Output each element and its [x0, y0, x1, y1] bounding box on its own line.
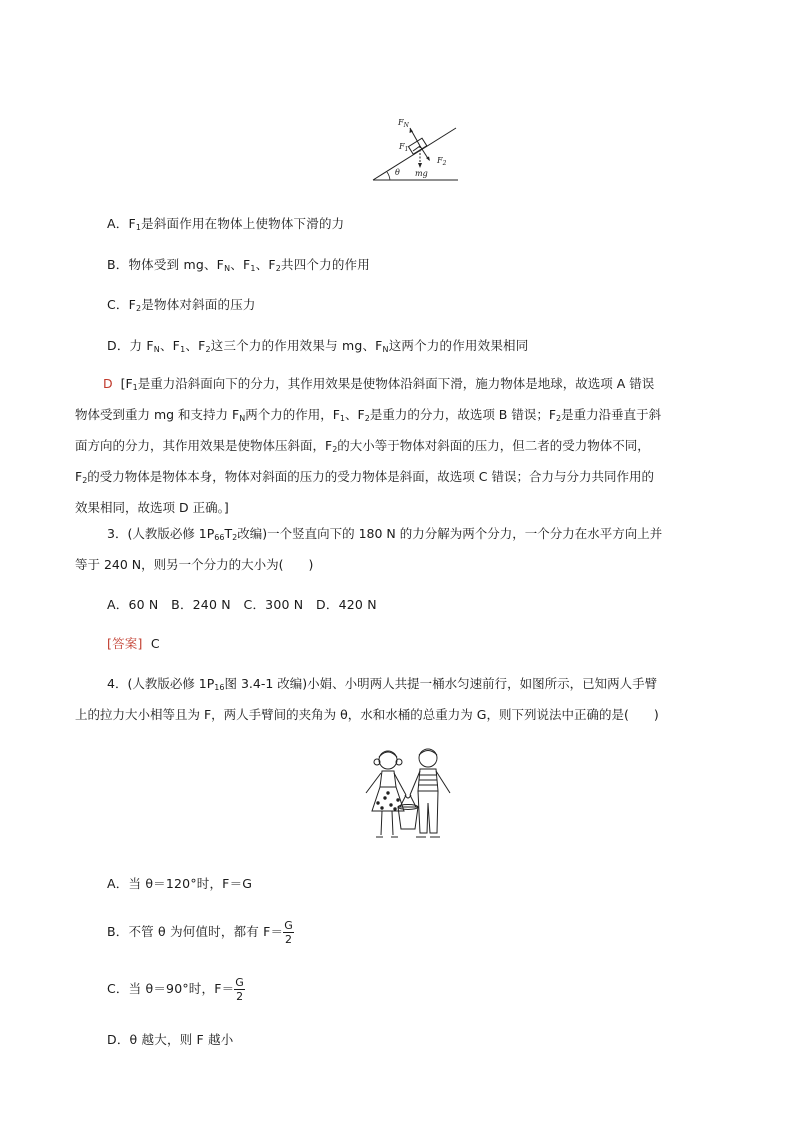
- q3-stem: 3．(人教版必修 $1P_{66}T_2$改编)一个竖直向下的 180 N 的力分解为两个分力，一个分力在水平方向上并 等于 240 N，则另一个分力的大小为( ): [75, 526, 663, 572]
- q2-option-c: C．$F_2$是物体对斜面的压力: [107, 297, 256, 313]
- q2-option-a: A．$F_1$是斜面作用在物体上使物体下滑的力: [107, 216, 345, 232]
- fn-label: $F_N$: [398, 118, 409, 129]
- q2-answer-letter: D: [103, 376, 113, 391]
- f2-label: $F_2$: [437, 156, 447, 167]
- q2-option-d: D．力 $F_N$、$F_1$、$F_2$这三个力的作用效果与 mg、$F_N$这两个力的作用效果相同: [107, 338, 529, 354]
- q4-option-a: A．当 θ＝120°时，F＝G: [107, 876, 253, 891]
- q4-option-b: B．不管 θ 为何值时，都有 F＝ $\frac{G}{2}$: [107, 919, 293, 946]
- q2-option-b: B．物体受到 mg、$F_N$、$F_1$、$F_2$共四个力的作用: [107, 257, 370, 273]
- mg-label: mg: [415, 169, 428, 178]
- q3-options: A．60 N B．240 N C．300 N D．420 N: [107, 597, 377, 612]
- q4-option-c: C．当 θ＝90°时，F＝ $\frac{G}{2}$: [107, 976, 245, 1003]
- f1-label: $F_1$: [399, 142, 409, 153]
- theta-label: θ: [395, 168, 400, 177]
- q2-explanation: D [$F_1$是重力沿斜面向下的分力，其作用效果是使物体沿斜面下滑，施力物体是地球，故选项 A 错误 物体受到重力 mg 和支持力 $F_N$两个力的作用，$F_1$、$F_2$是重力的分力，故选项 B 错误；$F_2$是重力沿垂直于斜 面方向的分力，其作用效果是使物体压斜面，$F_2$的大小等于物体对斜面的压力，但二者的受力物体不同， $F_2$的受力物体是物体本身，物体对斜面的压力的受力物体是斜面，故选项 C 错误；合力与分力共同作用的 效果相同，故选项 D 正确。]: [75, 376, 662, 515]
- q4-stem: 4．(人教版必修 $1P_{16}$图 3.4-1 改编)小娟、小明两人共提一桶水匀速前行，如图所示，已知两人手臂 上的拉力大小相等且为 F，两人手臂间的夹角为 θ，水和水桶的总重力为 G，则下列说法中正确的是( ): [75, 676, 659, 722]
- q4-option-d: D．θ 越大，则 F 越小: [107, 1032, 234, 1047]
- fraction-g-over-2: $\frac{G}{2}$: [235, 976, 245, 1003]
- fraction-g-over-2: $\frac{G}{2}$: [284, 919, 293, 946]
- incline-force-diagram: [370, 112, 460, 184]
- q3-answer: [答案] C: [107, 636, 160, 651]
- children-carrying-bucket-figure: [358, 743, 464, 843]
